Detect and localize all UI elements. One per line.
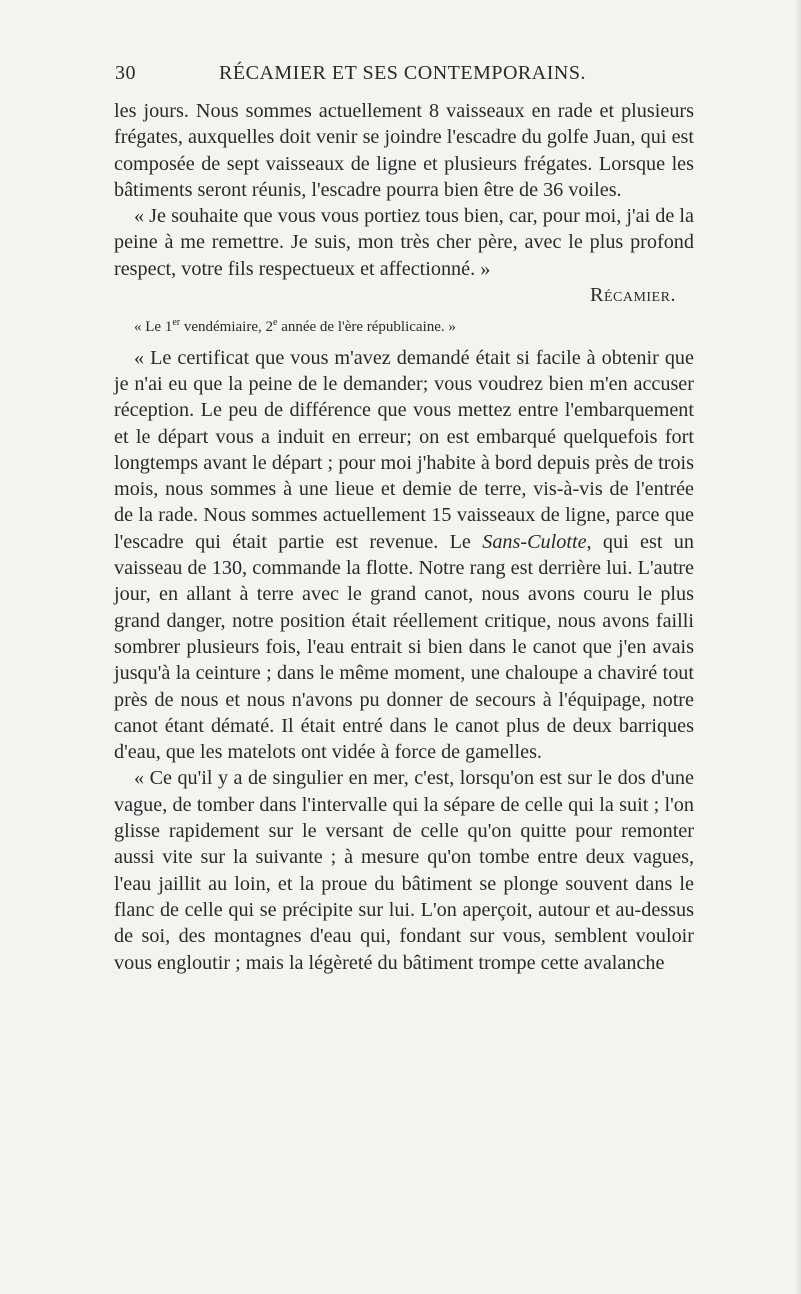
dateline <box>114 310 694 340</box>
ship-name: Sans-Culotte <box>482 530 587 553</box>
dateline-sup-2: e <box>273 317 278 329</box>
running-title: RÉCAMIER ET SES CONTEMPORAINS. <box>219 62 586 84</box>
dateline-sup-1: er <box>172 317 181 329</box>
paragraph-2: « Je souhaite que vous vous portiez tous bien, car, pour moi, j'ai de la peine à me remettre. Je suis, mon très cher père, avec le plus profond respect, votre fils respectueux et affectionné. » <box>114 205 694 280</box>
paragraph-1: les jours. Nous sommes actuellement 8 vaisseaux en rade et plusieurs frégates, auxquelles doit venir se joindre l'escadre du golfe Juan, qui est composée de sept vaisseaux de ligne et plusieurs frégates. Lorsque les bâtiments seront réunis, l'escadre pourra bien être de 36 voiles. <box>114 100 694 201</box>
dateline-mid: vendémiaire, 2 <box>180 319 273 336</box>
page-header <box>115 62 690 86</box>
paragraph-4: « Ce qu'il y a de singulier en mer, c'est, lorsqu'on est sur le dos d'une vague, de tomber dans l'intervalle qui la sépare de celle qui la suit ; l'on glisse rapidement sur le versant de celle qu'on quitte pour remonter aussi vite sur la suivante ; à mesure qu'on tombe entre deux vagues, l'eau jaillit au loin, et la proue du bâtiment se plonge souvent dans le flanc de celle qui se précipite sur lui. L'on aperçoit, autour et au-dessus de soi, des montagnes d'eau qui, fondant sur vous, semblent vouloir vous engloutir ; mais la légèreté du bâtiment trompe cette avalanche <box>114 767 694 974</box>
paragraph-3 <box>114 345 694 766</box>
page-edge <box>795 0 801 1294</box>
page-number: 30 <box>115 62 136 84</box>
paragraph-3-part-a: « Le certificat que vous m'avez demandé était si facile à obtenir que je n'ai eu que la peine de le demander; vous voudrez bien m'en accuser réception. Le peu de différence que vous mettez entre l'embarquement et le départ vous a induit en erreur; on est embarqué quelquefois fort longtemps avant le départ ; pour moi j'habite à bord depuis près de trois mois, nous sommes à une lieue et demie de terre, vis-à-vis de l'entrée de la rade. Nous sommes actuellement 15 vaisseaux de ligne, parce que l'escadre qui était partie est revenue. Le <box>114 346 694 553</box>
signature: Récamier. <box>589 284 676 307</box>
dateline-post: année de l'ère républicaine. » <box>277 319 456 336</box>
dateline-pre: « Le 1 <box>134 319 173 336</box>
paragraph-3-part-b: , qui est un vaisseau de 130, commande la flotte. Notre rang est derrière lui. L'autre jour, en allant à terre avec le grand canot, nous avons couru le plus grand danger, notre position était réellement critique, nous avons failli sombrer plusieurs fois, l'eau entrait si bien dans le canot que j'en avais jusqu'à la ceinture ; dans le même moment, une chaloupe a chaviré tout près de nous et nous n'avons pu donner de secours à l'équipage, notre canot étant dématé. Il était entré dans le canot plus de deux barriques d'eau, que les matelots ont vidée à force de gamelles. <box>114 530 694 764</box>
body-text <box>114 98 694 976</box>
